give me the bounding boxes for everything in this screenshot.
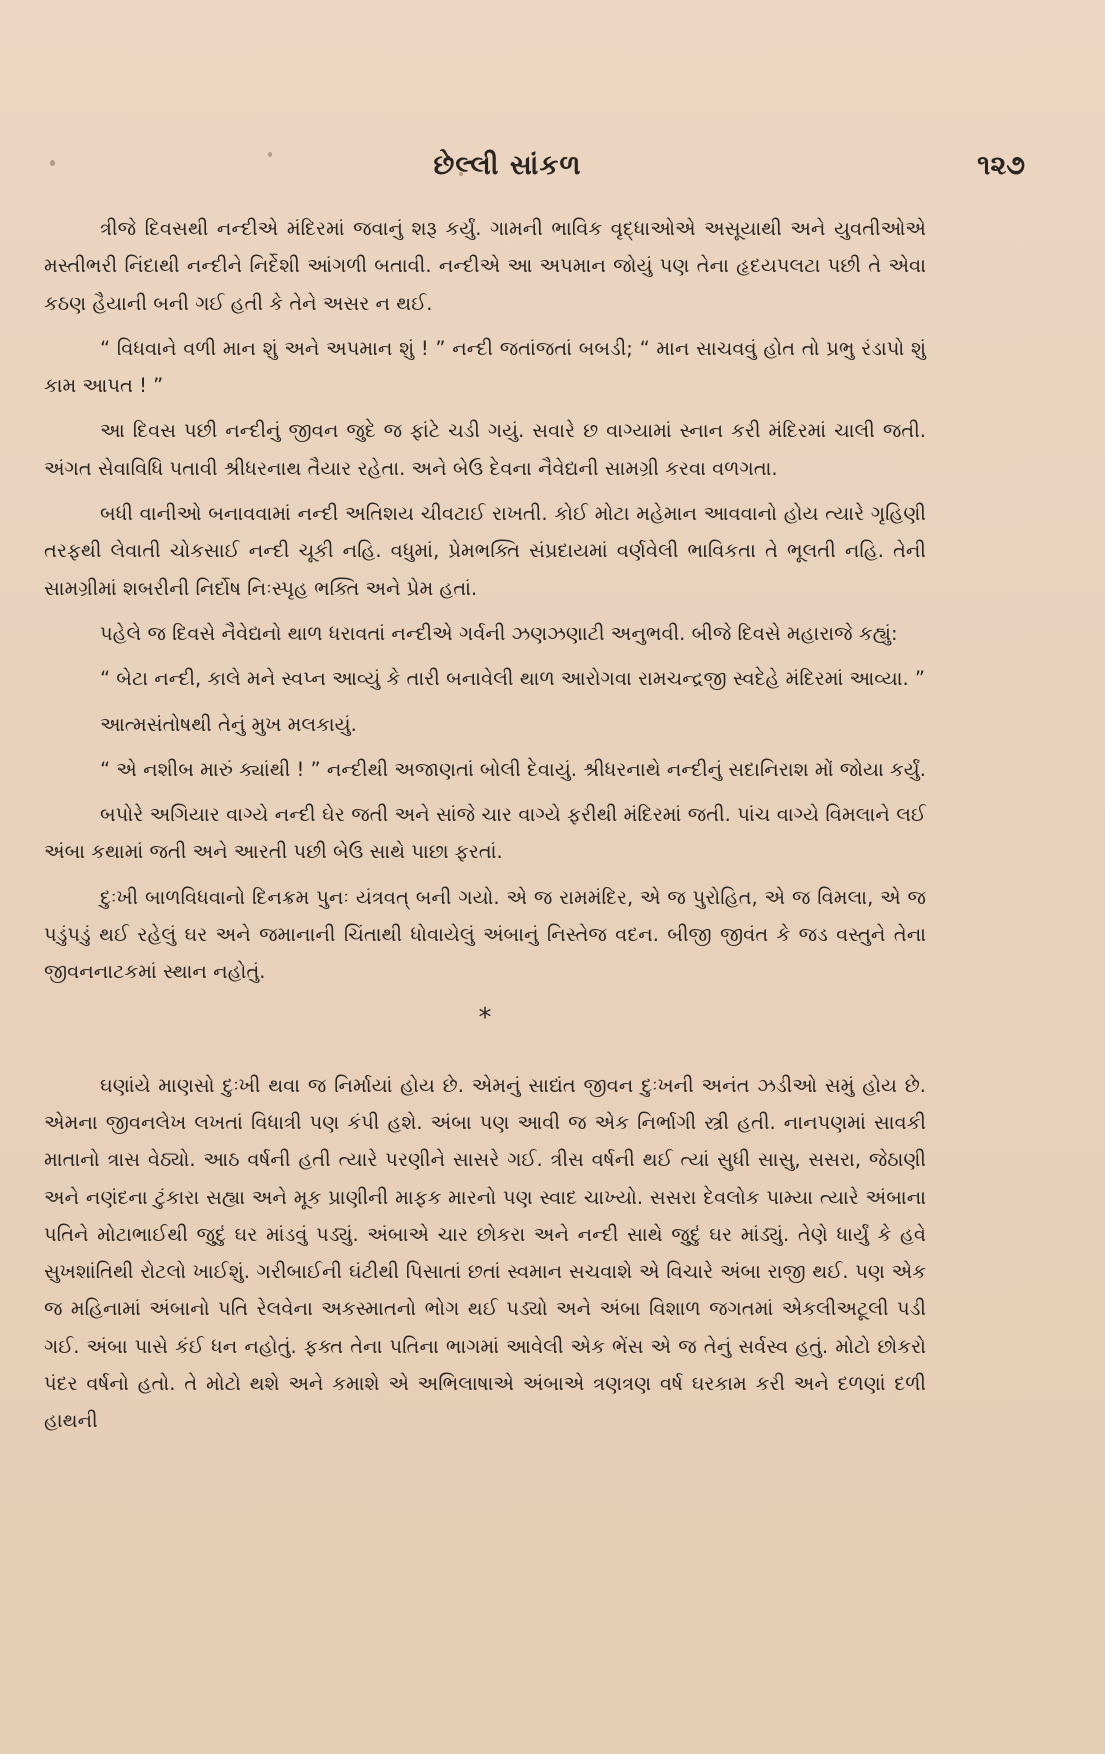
paragraph: દુઃખી બાળવિધવાનો દિનક્રમ પુનઃ યંત્રવત્ બની ગયો. એ જ રામમંદિર, એ જ પુરોહિત, એ જ વિમલા, એ જ પડુંપડું થઈ રહેલું ઘર અને જમાનાની ચિંતાથી ધોવાયેલું અંબાનું નિસ્તેજ વદન. બીજી જીવંત કે જડ વસ્તુને તેના જીવનનાટકમાં સ્થાન નહોતું. bbox=[44, 885, 926, 984]
running-title: છેલ્લી સાંકળ bbox=[433, 150, 582, 181]
paper-spot bbox=[50, 160, 55, 166]
page-header bbox=[80, 150, 1025, 190]
page-body bbox=[44, 210, 926, 1448]
paragraph: બધી વાનીઓ બનાવવામાં નન્દી અતિશય ચીવટાઈ રાખતી. કોઈ મોટા મહેમાન આવવાનો હોય ત્યારે ગૃહિણી તરફથી લેવાતી ચોકસાઈ નન્દી ચૂકી નહિ. વધુમાં, પ્રેમભક્તિ સંપ્રદાયમાં વર્ણવેલી ભાવિકતા તે ભૂલતી નહિ. તેની સામગ્રીમાં શબરીની નિર્દોષ નિઃસ્પૃહ ભક્તિ અને પ્રેમ હતાં. bbox=[44, 502, 926, 600]
section-separator: * bbox=[478, 1002, 492, 1033]
paragraph: “ એ નશીબ મારું ક્યાંથી ! ” નન્દીથી અજાણતાં બોલી દેવાયું. શ્રીધરનાથે નન્દીનું સદાનિરાશ મોં જોયા કર્યું. bbox=[100, 757, 926, 781]
paragraph: બપોરે અગિયાર વાગ્યે નન્દી ઘેર જતી અને સાંજે ચાર વાગ્યે ફરીથી મંદિરમાં જતી. પાંચ વાગ્યે વિમલાને લઈ અંબા કથામાં જતી અને આરતી પછી બેઉ સાથે પાછા ફરતાં. bbox=[44, 803, 926, 864]
paragraph: “ બેટા નન્દી, કાલે મને સ્વપ્ન આવ્યું કે તારી બનાવેલી થાળ આરોગવા રામચન્દ્રજી સ્વદેહે મંદિરમાં આવ્યા. ” bbox=[100, 667, 926, 691]
paragraph: આ દિવસ પછી નન્દીનું જીવન જુદે જ ફાંટે ચડી ગયું. સવારે છ વાગ્યામાં સ્નાન કરી મંદિરમાં ચાલી જતી. અંગત સેવાવિધિ પતાવી શ્રીધરનાથ તૈયાર રહેતા. અને બેઉ દેવના નૈવેદ્યની સામગ્રી કરવા વળગતા. bbox=[44, 419, 926, 480]
paragraph: પહેલે જ દિવસે નૈવેદ્યનો થાળ ધરાવતાં નન્દીએ ગર્વની ઝણઝણાટી અનુભવી. બીજે દિવસે મહારાજે કહ્યું: bbox=[100, 621, 898, 645]
paragraph: આત્મસંતોષથી તેનું મુખ મલકાયું. bbox=[100, 712, 357, 736]
page-number: ૧૨૭ bbox=[977, 150, 1025, 181]
paragraph: “ વિધવાને વળી માન શું અને અપમાન શું ! ” નન્દી જતાંજતાં બબડી; “ માન સાચવવું હોત તો પ્રભુ રંડાપો શું કામ આપત ! ” bbox=[44, 336, 926, 398]
paragraph: ઘણાંયે માણસો દુઃખી થવા જ નિર્માયાં હોય છે. એમનું સાદ્યંત જીવન દુઃખની અનંત ઝડીઓ સમું હોય છે. એમના જીવનલેખ લખતાં વિધાત્રી પણ કંપી હશે. અંબા પણ આવી જ એક નિર્ભાગી સ્ત્રી હતી. નાનપણમાં સાવકી માતાનો ત્રાસ વેઠ્યો. આઠ વર્ષની હતી ત્યારે પરણીને સાસરે ગઈ. ત્રીસ વર્ષની થઈ ત્યાં સુધી સાસુ, સસરા, જેઠાણી અને નણંદના ટુંકારા સહ્યા અને મૂક પ્રાણીની માફક મારનો પણ સ્વાદ ચાખ્યો. સસરા દેવલોક પામ્યા ત્યારે અંબાના પતિને મોટાભાઈથી જુદું ઘર માંડવું પડ્યું. અંબાએ ચાર છોકરા અને નન્દી સાથે જુદું ઘર માંડ્યું. તેણે ધાર્યું કે હવે સુખશાંતિથી રોટલો ખાઈશું. ગરીબાઈની ઘંટીથી પિસાતાં છતાં સ્વમાન સચવાશે એ વિચારે અંબા રાજી થઈ. પણ એક જ મહિનામાં અંબાનો પતિ રેલવેના અકસ્માતનો ભોગ થઈ પડ્યો અને અંબા વિશાળ જગતમાં એકલીઅટૂલી પડી ગઈ. અંબા પાસે કંઈ ધન નહોતું. ફક્ત તેના પતિના ભાગમાં આવેલી એક ભેંસ એ જ તેનું સર્વસ્વ હતું. મોટો છોકરો પંદર વર્ષનો હતો. તે મોટો થશે અને કમાશે એ અભિલાષાએ અંબાએ ત્રણત્રણ વર્ષ ઘરકામ કરી અને દળણાં દળી હાથની bbox=[44, 1073, 926, 1433]
paragraph: ત્રીજે દિવસથી નન્દીએ મંદિરમાં જવાનું શરૂ કર્યું. ગામની ભાવિક વૃદ્ધાઓએ અસૂયાથી અને યુવતીઓએ મસ્તીભરી નિંદાથી નન્દીને નિર્દેશી આંગળી બતાવી. નન્દીએ આ અપમાન જોયું પણ તેના હૃદયપલટા પછી તે એવા કઠણ હૈયાની બની ગઈ હતી કે તેને અસર ન થઈ. bbox=[44, 217, 926, 315]
